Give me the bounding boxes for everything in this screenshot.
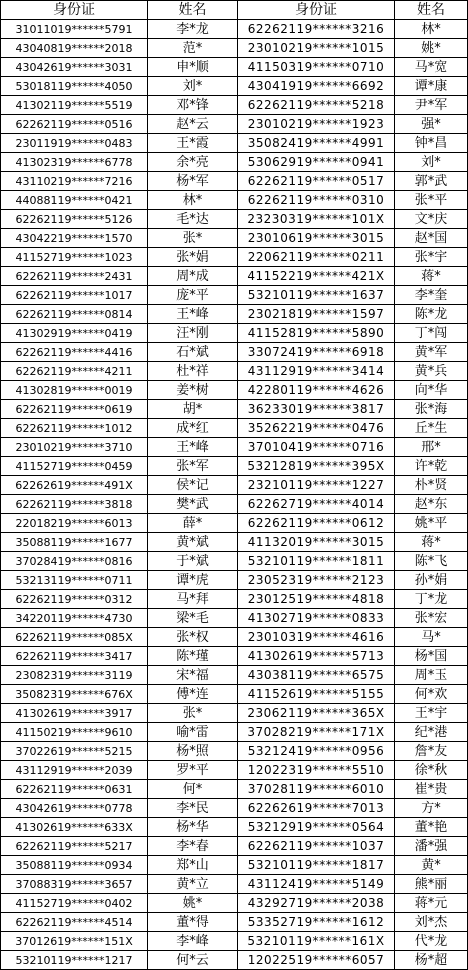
id-right-cell: 41302719******0833 bbox=[238, 609, 395, 628]
id-left-cell: 53210119******1217 bbox=[1, 951, 148, 970]
id-left-cell: 41302619******3917 bbox=[1, 704, 148, 723]
id-left-cell: 44088119******0421 bbox=[1, 191, 148, 210]
id-left-cell: 62262119******0516 bbox=[1, 115, 148, 134]
name-right-cell: 钟*昌 bbox=[395, 134, 468, 153]
header-row bbox=[1, 1, 468, 20]
name-left-cell: 刘* bbox=[148, 77, 238, 96]
id-left-cell: 22018219******6013 bbox=[1, 514, 148, 533]
name-left-cell: 黄*斌 bbox=[148, 533, 238, 552]
id-left-cell: 23082319******3119 bbox=[1, 666, 148, 685]
name-right-cell: 张*宇 bbox=[395, 248, 468, 267]
name-right-cell: 蒋* bbox=[395, 533, 468, 552]
name-left-cell: 侯*记 bbox=[148, 476, 238, 495]
table-row bbox=[1, 324, 468, 343]
table-row bbox=[1, 229, 468, 248]
id-right-cell: 35082419******4991 bbox=[238, 134, 395, 153]
id-right-cell: 12022319******5510 bbox=[238, 761, 395, 780]
table-body bbox=[1, 20, 468, 970]
table-row bbox=[1, 381, 468, 400]
table-row bbox=[1, 248, 468, 267]
name-right-cell: 杨*国 bbox=[395, 647, 468, 666]
name-left-cell: 杨*照 bbox=[148, 742, 238, 761]
id-left-cell: 62262119******0814 bbox=[1, 305, 148, 324]
table-row bbox=[1, 134, 468, 153]
name-left-cell: 王*峰 bbox=[148, 305, 238, 324]
table-row bbox=[1, 666, 468, 685]
id-left-cell: 23010219******3710 bbox=[1, 438, 148, 457]
name-left-cell: 张*权 bbox=[148, 628, 238, 647]
header-id-right: 身份证 bbox=[238, 1, 395, 20]
id-right-cell: 23010619******3015 bbox=[238, 229, 395, 248]
name-left-cell: 赵*云 bbox=[148, 115, 238, 134]
table-row bbox=[1, 704, 468, 723]
name-left-cell: 姜*树 bbox=[148, 381, 238, 400]
id-right-cell: 23021819******1597 bbox=[238, 305, 395, 324]
name-left-cell: 余*亮 bbox=[148, 153, 238, 172]
name-left-cell: 李*龙 bbox=[148, 20, 238, 39]
id-left-cell: 37088319******3657 bbox=[1, 875, 148, 894]
id-left-cell: 41302919******0419 bbox=[1, 324, 148, 343]
name-right-cell: 刘* bbox=[395, 153, 468, 172]
name-left-cell: 傅*连 bbox=[148, 685, 238, 704]
id-left-cell: 62262119******1012 bbox=[1, 419, 148, 438]
name-left-cell: 申*顺 bbox=[148, 58, 238, 77]
name-left-cell: 张* bbox=[148, 229, 238, 248]
id-left-cell: 62262119******0631 bbox=[1, 780, 148, 799]
name-right-cell: 张*海 bbox=[395, 400, 468, 419]
name-left-cell: 郑*山 bbox=[148, 856, 238, 875]
table-row bbox=[1, 723, 468, 742]
id-right-cell: 23062119******365X bbox=[238, 704, 395, 723]
table-row bbox=[1, 286, 468, 305]
name-right-cell: 郭*武 bbox=[395, 172, 468, 191]
table-row bbox=[1, 514, 468, 533]
id-right-cell: 37010419******0716 bbox=[238, 438, 395, 457]
name-right-cell: 马* bbox=[395, 628, 468, 647]
table-row bbox=[1, 476, 468, 495]
id-left-cell: 43112919******2039 bbox=[1, 761, 148, 780]
name-right-cell: 孙*娟 bbox=[395, 571, 468, 590]
name-right-cell: 朴*贤 bbox=[395, 476, 468, 495]
name-right-cell: 潘*强 bbox=[395, 837, 468, 856]
name-left-cell: 李*民 bbox=[148, 799, 238, 818]
name-right-cell: 丁*闯 bbox=[395, 324, 468, 343]
table-row bbox=[1, 210, 468, 229]
id-right-cell: 43038119******6575 bbox=[238, 666, 395, 685]
id-left-cell: 23011919******0483 bbox=[1, 134, 148, 153]
name-left-cell: 何*云 bbox=[148, 951, 238, 970]
name-right-cell: 文*庆 bbox=[395, 210, 468, 229]
name-right-cell: 何*欢 bbox=[395, 685, 468, 704]
id-left-cell: 62262619******491X bbox=[1, 476, 148, 495]
table-row bbox=[1, 647, 468, 666]
table-row bbox=[1, 894, 468, 913]
id-left-cell: 43042619******3031 bbox=[1, 58, 148, 77]
id-right-cell: 42280119******4626 bbox=[238, 381, 395, 400]
id-right-cell: 33072419******6918 bbox=[238, 343, 395, 362]
table-row bbox=[1, 495, 468, 514]
id-left-cell: 43110219******7216 bbox=[1, 172, 148, 191]
id-right-cell: 41152219******421X bbox=[238, 267, 395, 286]
name-right-cell: 尹*军 bbox=[395, 96, 468, 115]
id-right-cell: 22062119******0211 bbox=[238, 248, 395, 267]
table-row bbox=[1, 438, 468, 457]
table-row bbox=[1, 153, 468, 172]
id-right-cell: 53212419******0956 bbox=[238, 742, 395, 761]
id-left-cell: 37028419******0816 bbox=[1, 552, 148, 571]
name-left-cell: 薛* bbox=[148, 514, 238, 533]
header-name-right: 姓名 bbox=[395, 1, 468, 20]
name-left-cell: 邓*锋 bbox=[148, 96, 238, 115]
name-left-cell: 王*霞 bbox=[148, 134, 238, 153]
id-left-cell: 62262119******3417 bbox=[1, 647, 148, 666]
id-right-cell: 43292719******2038 bbox=[238, 894, 395, 913]
table-row bbox=[1, 837, 468, 856]
id-left-cell: 62262119******1017 bbox=[1, 286, 148, 305]
id-left-cell: 62262119******085X bbox=[1, 628, 148, 647]
name-right-cell: 赵*东 bbox=[395, 495, 468, 514]
table-row bbox=[1, 780, 468, 799]
table-row bbox=[1, 267, 468, 286]
name-right-cell: 张*平 bbox=[395, 191, 468, 210]
id-left-cell: 41302119******5519 bbox=[1, 96, 148, 115]
table-row bbox=[1, 571, 468, 590]
name-right-cell: 强* bbox=[395, 115, 468, 134]
table-row bbox=[1, 400, 468, 419]
table-row bbox=[1, 343, 468, 362]
id-left-cell: 35082319******676X bbox=[1, 685, 148, 704]
name-right-cell: 陈*飞 bbox=[395, 552, 468, 571]
id-right-cell: 53212919******0564 bbox=[238, 818, 395, 837]
name-right-cell: 黄*军 bbox=[395, 343, 468, 362]
name-left-cell: 黄*立 bbox=[148, 875, 238, 894]
table-row bbox=[1, 856, 468, 875]
table-row bbox=[1, 39, 468, 58]
header-name-left: 姓名 bbox=[148, 1, 238, 20]
table-row bbox=[1, 628, 468, 647]
id-left-cell: 62262119******4211 bbox=[1, 362, 148, 381]
table-row bbox=[1, 457, 468, 476]
id-left-cell: 62262119******0312 bbox=[1, 590, 148, 609]
id-right-cell: 53210119******1637 bbox=[238, 286, 395, 305]
name-left-cell: 成*红 bbox=[148, 419, 238, 438]
name-left-cell: 石*斌 bbox=[148, 343, 238, 362]
name-right-cell: 黄* bbox=[395, 856, 468, 875]
id-right-cell: 23052319******2123 bbox=[238, 571, 395, 590]
id-right-cell: 53210119******1817 bbox=[238, 856, 395, 875]
id-right-cell: 53212819******395X bbox=[238, 457, 395, 476]
name-left-cell: 杨*军 bbox=[148, 172, 238, 191]
table-row bbox=[1, 913, 468, 932]
name-left-cell: 李*春 bbox=[148, 837, 238, 856]
id-left-cell: 43040819******2018 bbox=[1, 39, 148, 58]
table-row bbox=[1, 685, 468, 704]
table-row bbox=[1, 818, 468, 837]
name-left-cell: 王*峰 bbox=[148, 438, 238, 457]
id-left-cell: 34220119******4730 bbox=[1, 609, 148, 628]
table-row bbox=[1, 20, 468, 39]
name-right-cell: 谭*康 bbox=[395, 77, 468, 96]
table-row bbox=[1, 609, 468, 628]
table-row bbox=[1, 590, 468, 609]
id-right-cell: 23230319******101X bbox=[238, 210, 395, 229]
id-left-cell: 41152719******0402 bbox=[1, 894, 148, 913]
id-right-cell: 41132019******3015 bbox=[238, 533, 395, 552]
name-left-cell: 谭*虎 bbox=[148, 571, 238, 590]
id-left-cell: 35088119******1677 bbox=[1, 533, 148, 552]
name-left-cell: 张* bbox=[148, 704, 238, 723]
id-left-cell: 43042219******1570 bbox=[1, 229, 148, 248]
id-right-cell: 43112419******5149 bbox=[238, 875, 395, 894]
name-right-cell: 纪*港 bbox=[395, 723, 468, 742]
name-right-cell: 李*奎 bbox=[395, 286, 468, 305]
name-right-cell: 姚*平 bbox=[395, 514, 468, 533]
name-left-cell: 汪*刚 bbox=[148, 324, 238, 343]
id-right-cell: 23010219******1923 bbox=[238, 115, 395, 134]
name-right-cell: 周*玉 bbox=[395, 666, 468, 685]
table-row bbox=[1, 58, 468, 77]
name-right-cell: 王*宇 bbox=[395, 704, 468, 723]
name-left-cell: 张*娟 bbox=[148, 248, 238, 267]
table-row bbox=[1, 533, 468, 552]
name-right-cell: 蒋*元 bbox=[395, 894, 468, 913]
name-left-cell: 董*得 bbox=[148, 913, 238, 932]
name-left-cell: 罗*平 bbox=[148, 761, 238, 780]
id-right-cell: 36233019******3817 bbox=[238, 400, 395, 419]
id-right-cell: 62262719******4014 bbox=[238, 495, 395, 514]
id-right-cell: 53210119******1811 bbox=[238, 552, 395, 571]
table-row bbox=[1, 191, 468, 210]
name-right-cell: 马*宽 bbox=[395, 58, 468, 77]
id-left-cell: 35088119******0934 bbox=[1, 856, 148, 875]
name-left-cell: 李*峰 bbox=[148, 932, 238, 951]
table-row bbox=[1, 305, 468, 324]
id-left-cell: 41302819******0019 bbox=[1, 381, 148, 400]
id-right-cell: 43041919******6692 bbox=[238, 77, 395, 96]
name-right-cell: 张*宏 bbox=[395, 609, 468, 628]
name-left-cell: 陈*瑾 bbox=[148, 647, 238, 666]
name-left-cell: 喻*雷 bbox=[148, 723, 238, 742]
name-right-cell: 向*华 bbox=[395, 381, 468, 400]
name-left-cell: 杜*祥 bbox=[148, 362, 238, 381]
id-left-cell: 62262119******3818 bbox=[1, 495, 148, 514]
name-right-cell: 代*龙 bbox=[395, 932, 468, 951]
id-right-cell: 62262119******0612 bbox=[238, 514, 395, 533]
id-right-cell: 41150319******0710 bbox=[238, 58, 395, 77]
id-right-cell: 62262119******0517 bbox=[238, 172, 395, 191]
table-row bbox=[1, 742, 468, 761]
name-left-cell: 林* bbox=[148, 191, 238, 210]
name-left-cell: 宋*福 bbox=[148, 666, 238, 685]
table-row bbox=[1, 761, 468, 780]
id-right-cell: 12022519******6057 bbox=[238, 951, 395, 970]
name-left-cell: 毛*达 bbox=[148, 210, 238, 229]
id-right-cell: 62262119******3216 bbox=[238, 20, 395, 39]
id-right-cell: 53210119******161X bbox=[238, 932, 395, 951]
id-right-cell: 41152819******5890 bbox=[238, 324, 395, 343]
name-right-cell: 陈*龙 bbox=[395, 305, 468, 324]
table-row bbox=[1, 115, 468, 134]
id-left-cell: 62262119******5126 bbox=[1, 210, 148, 229]
name-right-cell: 徐*秋 bbox=[395, 761, 468, 780]
table-row bbox=[1, 951, 468, 970]
name-left-cell: 杨*华 bbox=[148, 818, 238, 837]
table-row bbox=[1, 799, 468, 818]
name-left-cell: 于*斌 bbox=[148, 552, 238, 571]
id-left-cell: 41302319******6778 bbox=[1, 153, 148, 172]
table-row bbox=[1, 552, 468, 571]
name-right-cell: 崔*贵 bbox=[395, 780, 468, 799]
id-right-cell: 23010319******4616 bbox=[238, 628, 395, 647]
id-left-cell: 37022619******5215 bbox=[1, 742, 148, 761]
name-right-cell: 丘*生 bbox=[395, 419, 468, 438]
id-right-cell: 37028119******6010 bbox=[238, 780, 395, 799]
name-left-cell: 周*成 bbox=[148, 267, 238, 286]
name-right-cell: 邢* bbox=[395, 438, 468, 457]
id-left-cell: 41152719******0459 bbox=[1, 457, 148, 476]
name-left-cell: 马*拜 bbox=[148, 590, 238, 609]
id-right-cell: 41302619******5713 bbox=[238, 647, 395, 666]
id-right-cell: 23012519******4818 bbox=[238, 590, 395, 609]
id-right-cell: 62262119******1037 bbox=[238, 837, 395, 856]
id-left-cell: 43042619******0778 bbox=[1, 799, 148, 818]
id-right-cell: 37028219******171X bbox=[238, 723, 395, 742]
id-right-cell: 62262119******5218 bbox=[238, 96, 395, 115]
name-left-cell: 范* bbox=[148, 39, 238, 58]
id-right-cell: 23010219******1015 bbox=[238, 39, 395, 58]
name-right-cell: 刘*杰 bbox=[395, 913, 468, 932]
name-left-cell: 胡* bbox=[148, 400, 238, 419]
name-right-cell: 詹*友 bbox=[395, 742, 468, 761]
id-right-cell: 53062919******0941 bbox=[238, 153, 395, 172]
name-right-cell: 许*乾 bbox=[395, 457, 468, 476]
name-right-cell: 蒋* bbox=[395, 267, 468, 286]
id-left-cell: 41152719******1023 bbox=[1, 248, 148, 267]
id-right-cell: 62262619******7013 bbox=[238, 799, 395, 818]
name-right-cell: 杨*超 bbox=[395, 951, 468, 970]
id-left-cell: 37012619******151X bbox=[1, 932, 148, 951]
header-id-left: 身份证 bbox=[1, 1, 148, 20]
table-row bbox=[1, 96, 468, 115]
id-right-cell: 43112919******3414 bbox=[238, 362, 395, 381]
name-right-cell: 方* bbox=[395, 799, 468, 818]
id-left-cell: 41302619******633X bbox=[1, 818, 148, 837]
table-row bbox=[1, 932, 468, 951]
name-left-cell: 梁*毛 bbox=[148, 609, 238, 628]
table-row bbox=[1, 875, 468, 894]
table-row bbox=[1, 362, 468, 381]
name-right-cell: 林* bbox=[395, 20, 468, 39]
id-left-cell: 31011019******5791 bbox=[1, 20, 148, 39]
id-right-cell: 41152619******5155 bbox=[238, 685, 395, 704]
id-left-cell: 53018119******4050 bbox=[1, 77, 148, 96]
id-left-cell: 62262119******5217 bbox=[1, 837, 148, 856]
id-left-cell: 62262119******0619 bbox=[1, 400, 148, 419]
id-right-cell: 53352719******1612 bbox=[238, 913, 395, 932]
id-left-cell: 53213119******0711 bbox=[1, 571, 148, 590]
id-left-cell: 41150219******9610 bbox=[1, 723, 148, 742]
table-row bbox=[1, 419, 468, 438]
name-right-cell: 丁*龙 bbox=[395, 590, 468, 609]
name-right-cell: 姚* bbox=[395, 39, 468, 58]
name-left-cell: 姚* bbox=[148, 894, 238, 913]
name-right-cell: 黄*兵 bbox=[395, 362, 468, 381]
id-left-cell: 62262119******4514 bbox=[1, 913, 148, 932]
name-left-cell: 张*军 bbox=[148, 457, 238, 476]
table-row bbox=[1, 172, 468, 191]
id-right-cell: 23210119******1227 bbox=[238, 476, 395, 495]
name-right-cell: 赵*国 bbox=[395, 229, 468, 248]
id-right-cell: 35262219******0476 bbox=[238, 419, 395, 438]
id-left-cell: 62262119******2431 bbox=[1, 267, 148, 286]
id-left-cell: 62262119******4416 bbox=[1, 343, 148, 362]
id-right-cell: 62262119******0310 bbox=[238, 191, 395, 210]
table-row bbox=[1, 77, 468, 96]
name-right-cell: 熊*丽 bbox=[395, 875, 468, 894]
name-left-cell: 庞*平 bbox=[148, 286, 238, 305]
name-left-cell: 何* bbox=[148, 780, 238, 799]
name-right-cell: 董*艳 bbox=[395, 818, 468, 837]
name-left-cell: 樊*武 bbox=[148, 495, 238, 514]
